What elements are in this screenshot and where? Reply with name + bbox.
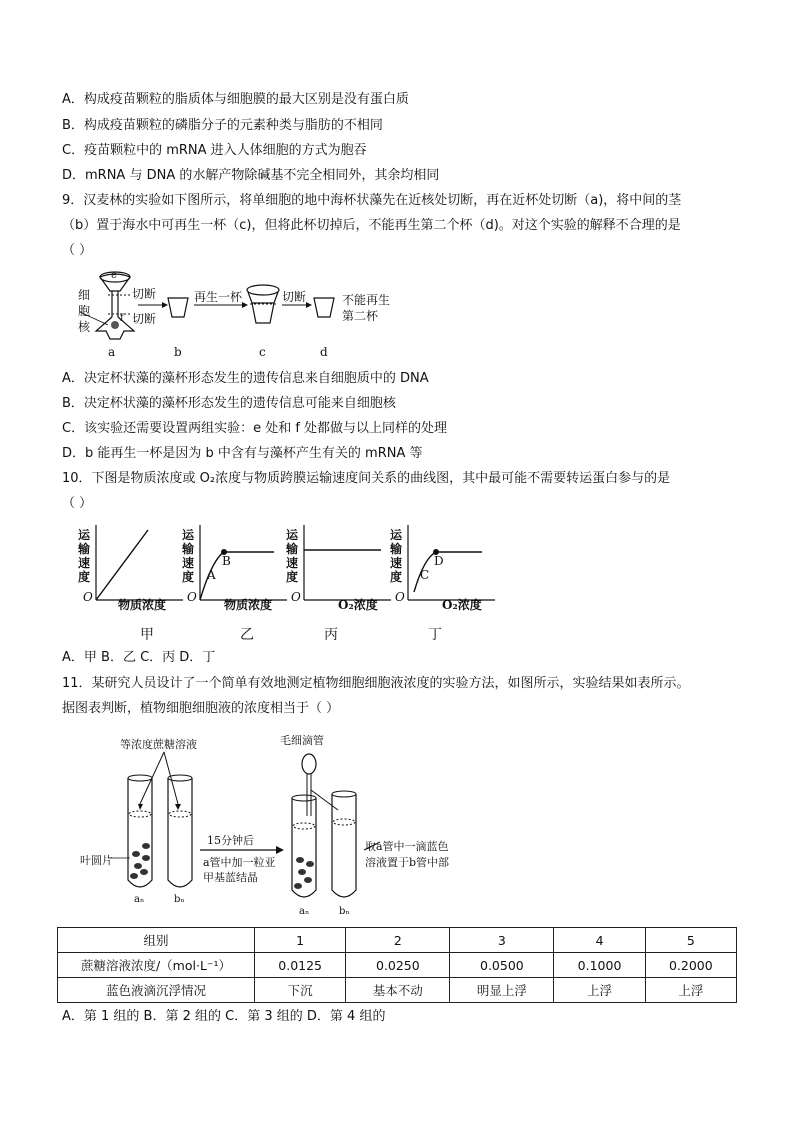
graph-bing-origin: O bbox=[291, 590, 301, 604]
q11-options: A．第 1 组的 B．第 2 组的 C．第 3 组的 D．第 4 组的 bbox=[62, 1009, 386, 1024]
no-regen-label-2: 第二杯 bbox=[342, 309, 379, 323]
graph-yi bbox=[182, 520, 292, 645]
panel-label-a: a bbox=[108, 345, 116, 359]
step2-line2: 溶液置于b管中部 bbox=[365, 856, 450, 869]
q9-option-a: A．决定杯状藻的藻杯形态发生的遗传信息来自细胞质中的 DNA bbox=[62, 371, 429, 386]
tube-a-right-label: aₙ bbox=[299, 906, 310, 917]
q9-option-b: B．决定杯状藻的藻杯形态发生的遗传信息可能来自细胞核 bbox=[62, 396, 396, 411]
graph-bing-name: 丙 bbox=[324, 627, 338, 643]
graph-ding-ychar: 速 bbox=[390, 556, 403, 570]
graph-jia-ylabel bbox=[78, 528, 90, 584]
table-cell: 4 bbox=[554, 928, 645, 953]
graph-ding-ychar: 输 bbox=[390, 542, 403, 556]
graph-jia-origin: O bbox=[83, 590, 93, 604]
q11-experiment-drawing bbox=[80, 730, 640, 925]
q10-options: A．甲 B．乙 C．丙 D．丁 bbox=[62, 650, 216, 665]
q9-option-c: C．该实验还需要设置两组实验：e 处和 f 处都做与以上同样的处理 bbox=[62, 421, 448, 436]
tube-a-left-label: aₙ bbox=[134, 894, 145, 905]
q9-answer-blank: （ ） bbox=[62, 243, 93, 258]
graph-bing bbox=[286, 520, 396, 645]
graph-ding-name: 丁 bbox=[428, 627, 442, 643]
graph-yi-ychar: 运 bbox=[182, 528, 195, 542]
table-row bbox=[58, 953, 737, 978]
graph-jia-ychar: 输 bbox=[78, 542, 91, 556]
q8-option-c: C．疫苗颗粒中的 mRNA 进入人体细胞的方式为胞吞 bbox=[62, 143, 367, 158]
step1-line2: 甲基蓝结晶 bbox=[203, 871, 258, 884]
table-header-row bbox=[58, 928, 737, 953]
graph-jia bbox=[78, 520, 188, 645]
q9-option-d: D．b 能再生一杯是因为 b 中含有与藻杯产生有关的 mRNA 等 bbox=[62, 446, 423, 461]
cut-label-upper: 切断 bbox=[132, 287, 157, 301]
q10-stem: 10．下图是物质浓度或 O₂浓度与物质跨膜运输速度间关系的曲线图，其中最可能不需要转运蛋白参与的是 bbox=[62, 471, 671, 486]
table-cell: 上浮 bbox=[645, 978, 736, 1003]
graph-bing-ychar: 速 bbox=[286, 556, 299, 570]
table-cell: 2 bbox=[346, 928, 450, 953]
step1-line1: a管中加一粒亚 bbox=[203, 856, 276, 869]
table-row bbox=[58, 978, 737, 1003]
graph-ding-ylabel bbox=[390, 528, 402, 584]
q8-option-b: B．构成疫苗颗粒的磷脂分子的元素种类与脂肪的不相同 bbox=[62, 118, 383, 133]
table-cell: 蔗糖溶液浓度/（mol·L⁻¹） bbox=[58, 953, 255, 978]
table-cell: 下沉 bbox=[255, 978, 346, 1003]
graph-ding-point-d: D bbox=[434, 554, 444, 568]
table-cell: 0.0125 bbox=[255, 953, 346, 978]
q9-stem-line1: 9．汉麦林的实验如下图所示，将单细胞的地中海杯状藻先在近核处切断，再在近杯处切断（a)，将中间的茎 bbox=[62, 193, 682, 208]
panel-label-d: d bbox=[320, 345, 328, 359]
table-cell: 0.1000 bbox=[554, 953, 645, 978]
graph-jia-xlabel: 物质浓度 bbox=[118, 598, 167, 612]
table-cell: 0.2000 bbox=[645, 953, 736, 978]
q9-algae-figure bbox=[70, 265, 450, 365]
graph-bing-ychar: 输 bbox=[286, 542, 299, 556]
panel-label-b: b bbox=[174, 345, 182, 359]
graph-jia-ychar: 运 bbox=[78, 528, 91, 542]
q11-stem-line1: 11．某研究人员设计了一个简单有效地测定植物细胞细胞液浓度的实验方法，如图所示，实验结果如表所示。 bbox=[62, 676, 690, 691]
graph-bing-ychar: 度 bbox=[286, 570, 299, 584]
graph-bing-xlabel: O₂浓度 bbox=[338, 598, 378, 612]
graph-yi-point-a: A bbox=[207, 568, 216, 582]
tube-b-left-label: bₙ bbox=[174, 894, 185, 905]
graph-jia-ychar: 度 bbox=[78, 570, 91, 584]
table-cell: 0.0500 bbox=[450, 953, 554, 978]
table-cell: 上浮 bbox=[554, 978, 645, 1003]
step2-line1: 取a管中一滴蓝色 bbox=[365, 840, 449, 853]
table-cell: 1 bbox=[255, 928, 346, 953]
nucleus-char-2: 胞 bbox=[78, 304, 91, 318]
time-label: 15分钟后 bbox=[207, 834, 254, 847]
mark-f: f bbox=[120, 313, 124, 324]
sugar-solution-label: 等浓度蔗糖溶液 bbox=[120, 738, 197, 751]
graph-bing-ychar: 运 bbox=[286, 528, 299, 542]
nucleus-char-3: 核 bbox=[78, 320, 91, 334]
graph-ding-ychar: 度 bbox=[390, 570, 403, 584]
graph-bing-ylabel bbox=[286, 528, 298, 584]
graph-ding bbox=[390, 520, 500, 645]
no-regen-label-1: 不能再生 bbox=[342, 293, 391, 307]
graph-ding-xlabel: O₂浓度 bbox=[442, 598, 482, 612]
graph-jia-name: 甲 bbox=[140, 627, 154, 643]
nucleus-char-1: 细 bbox=[78, 288, 91, 302]
q11-results-table bbox=[57, 927, 737, 1003]
table-cell: 明显上浮 bbox=[450, 978, 554, 1003]
graph-yi-ychar: 输 bbox=[182, 542, 195, 556]
cut-label-c: 切断 bbox=[282, 290, 307, 304]
graph-yi-xlabel: 物质浓度 bbox=[224, 598, 273, 612]
leaf-disc-label: 叶圆片 bbox=[80, 854, 113, 867]
graph-yi-ychar: 度 bbox=[182, 570, 195, 584]
graph-yi-ychar: 速 bbox=[182, 556, 195, 570]
graph-yi-point-b: B bbox=[222, 554, 231, 568]
table-cell: 蓝色液滴沉浮情况 bbox=[58, 978, 255, 1003]
tube-b-right-label: bₙ bbox=[339, 906, 350, 917]
graph-yi-origin: O bbox=[187, 590, 197, 604]
table-cell: 0.0250 bbox=[346, 953, 450, 978]
graph-ding-ychar: 运 bbox=[390, 528, 403, 542]
graph-ding-point-c: C bbox=[420, 568, 430, 582]
mark-e: e bbox=[111, 270, 117, 281]
table-cell: 组别 bbox=[58, 928, 255, 953]
table-cell: 基本不动 bbox=[346, 978, 450, 1003]
q10-answer-blank: （ ） bbox=[62, 496, 93, 511]
table-cell: 3 bbox=[450, 928, 554, 953]
nucleus-label bbox=[78, 287, 90, 335]
q11-stem-line2: 据图表判断，植物细胞细胞液的浓度相当于（ ） bbox=[62, 701, 340, 716]
graph-jia-ychar: 速 bbox=[78, 556, 91, 570]
q8-option-a: A．构成疫苗颗粒的脂质体与细胞膜的最大区别是没有蛋白质 bbox=[62, 92, 409, 107]
pipette-label: 毛细滴管 bbox=[280, 734, 324, 747]
q8-option-d: D．mRNA 与 DNA 的水解产物除碱基不完全相同外，其余均相同 bbox=[62, 168, 440, 183]
table-cell: 5 bbox=[645, 928, 736, 953]
q9-stem-line2: （b）置于海水中可再生一杯（c)，但将此杯切掉后，不能再生第二个杯（d)。对这个实验的解释不合理的是 bbox=[62, 218, 681, 233]
graph-ding-origin: O bbox=[395, 590, 405, 604]
regen-label: 再生一杯 bbox=[194, 290, 243, 304]
graph-yi-ylabel bbox=[182, 528, 194, 584]
q11-experiment-figure bbox=[80, 730, 640, 925]
graph-yi-name: 乙 bbox=[240, 627, 254, 643]
panel-label-c: c bbox=[259, 345, 266, 359]
cut-label-lower: 切断 bbox=[132, 312, 157, 326]
